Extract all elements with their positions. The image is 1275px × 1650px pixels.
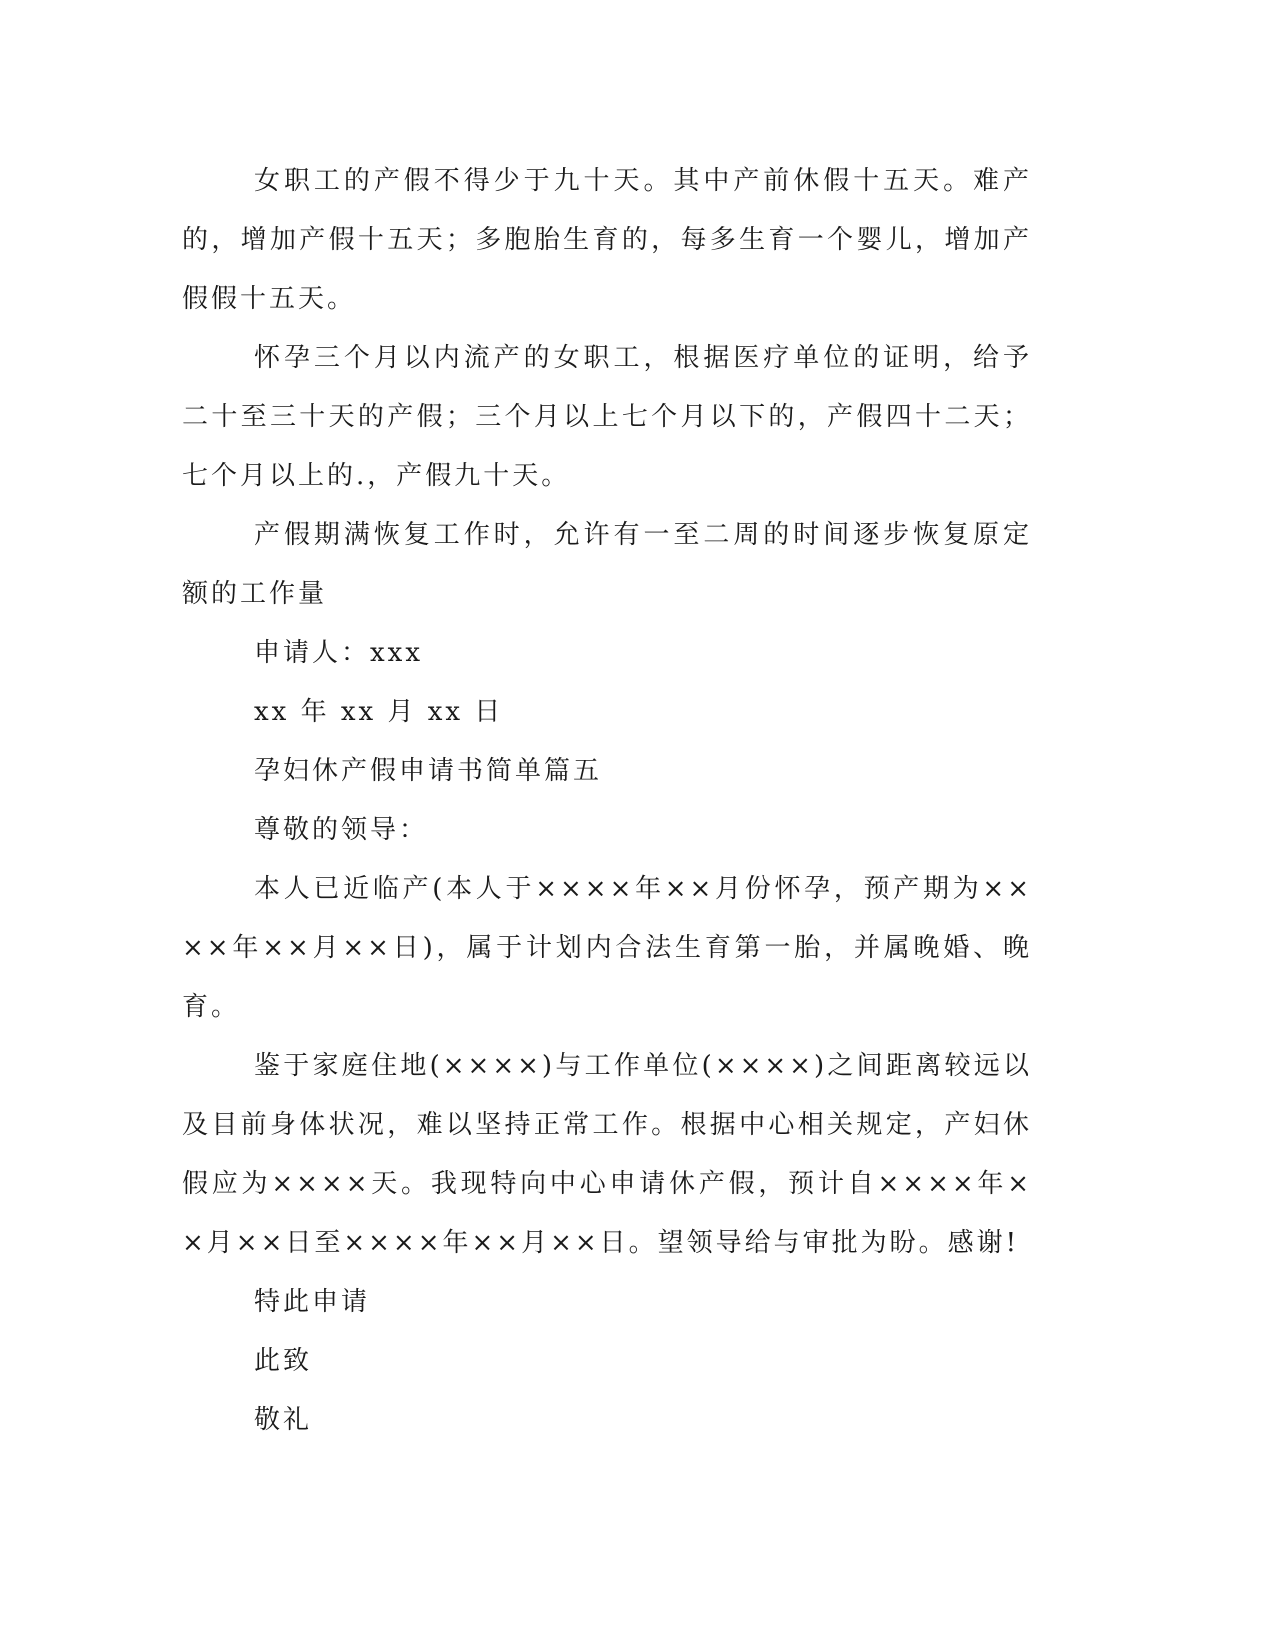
section-title: 孕妇休产假申请书简单篇五	[254, 756, 603, 786]
closing-jingli: 敬礼	[254, 1405, 313, 1435]
paragraph-miscarriage-leave: 怀孕三个月以内流产的女职工，根据医疗单位的证明，给予二十至三十天的产假；三个月以上七个月以下的，产假四十二天；七个月以上的.，产假九十天。	[182, 343, 1032, 491]
date-line: xx 年 xx 月 xx 日	[254, 697, 504, 727]
paragraph-leave-request: 鉴于家庭住地(××××)与工作单位(××××)之间距离较远以及目前身体状况，难以坚持正常工作。根据中心相关规定，产妇休假应为××××天。我现特向中心申请休产假，预计自××××年××月××日至××××年××月××日。望领导给与审批为盼。感谢!	[182, 1051, 1032, 1258]
paragraph-return-to-work: 产假期满恢复工作时，允许有一至二周的时间逐步恢复原定额的工作量	[182, 520, 1032, 609]
applicant-line: 申请人：xxx	[254, 638, 423, 668]
closing-cizhi: 此致	[254, 1346, 313, 1376]
salutation: 尊敬的领导：	[254, 815, 429, 845]
closing-request: 特此申请	[254, 1287, 371, 1317]
paragraph-due-date: 本人已近临产(本人于××××年××月份怀孕，预产期为××××年××月××日)，属于计划内合法生育第一胎，并属晚婚、晚育。	[182, 874, 1032, 1022]
document-body	[182, 152, 1032, 1450]
paragraph-maternity-leave-duration: 女职工的产假不得少于九十天。其中产前休假十五天。难产的，增加产假十五天；多胞胎生育的，每多生育一个婴儿，增加产假假十五天。	[182, 166, 1032, 314]
